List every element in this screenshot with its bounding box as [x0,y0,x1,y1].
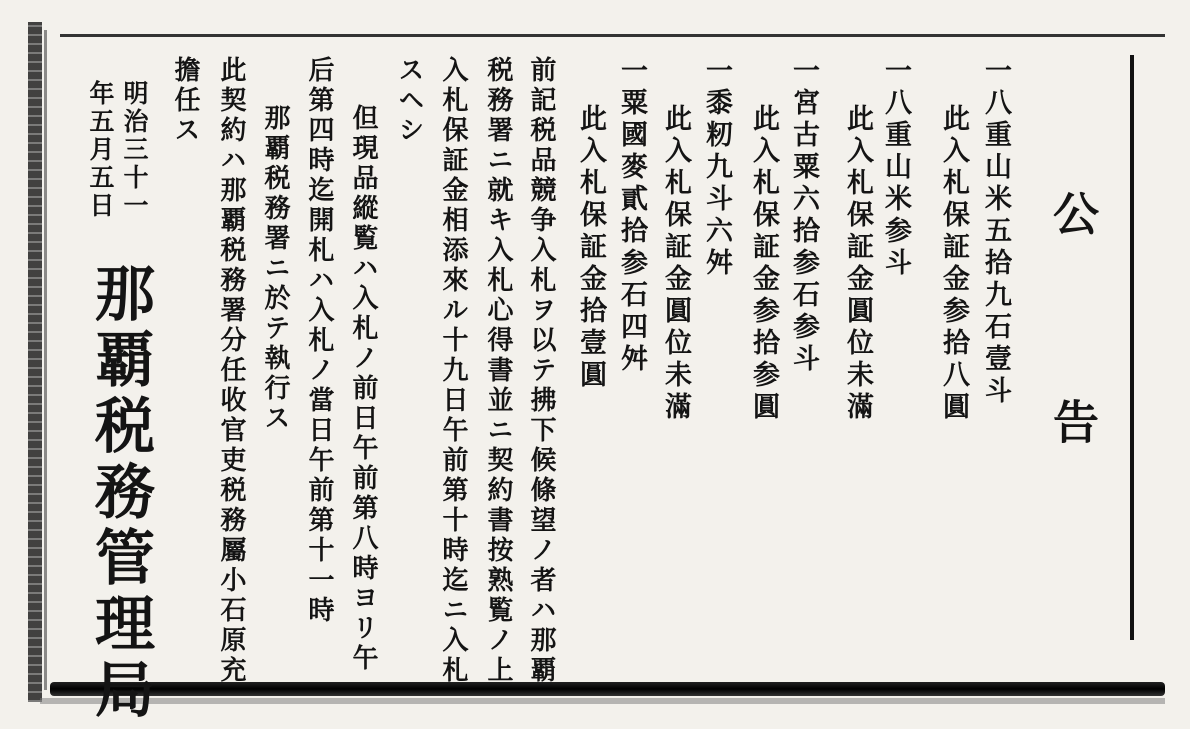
page-edge-line [44,30,47,690]
notice-title-char-2: 告 [1046,398,1100,444]
proviso-line-2: 后第四時迄開札ハ入札ノ當日午前第十一時 [304,56,334,626]
item-5: 一粟國麥貳拾参石四舛 [616,56,647,376]
item-4: 一黍籾九斗六舛 [701,56,732,280]
date-line-1: 明治三十一 [120,80,149,220]
proviso-line-3: 那覇税務署ニ於テ執行ス [260,104,290,434]
item-1: 一八重山米五拾九石壹斗 [980,56,1011,408]
contract-line-1: 此契約ハ那覇税務署分任收官吏税務屬小石原充 [216,56,246,686]
bottom-shadow [40,698,1165,704]
issuer-name: 那覇税務管理局 [85,262,155,724]
body-line-3: 入札保証金相添來ル十九日午前第十時迄ニ入札 [438,56,468,686]
item-3-deposit: 此入札保証金参拾参圓 [748,104,779,424]
date-line-2: 年五月五日 [86,80,115,220]
body-line-2: 税務署ニ就キ入札心得書並ニ契約書按熟覧ノ上 [483,56,513,686]
notice-title-char-1: 公 [1046,190,1100,236]
item-3: 一宮古粟六拾参石参斗 [788,56,819,376]
proviso-line-1: 但現品縱覧ハ入札ノ前日午前第八時ヨリ午 [348,104,378,674]
contract-line-2: 擔任ス [170,56,200,146]
right-border-rule [1130,55,1134,640]
item-2: 一八重山米参斗 [880,56,911,280]
top-border-rule [60,34,1165,37]
page-edge-left [28,22,42,702]
item-2-deposit: 此入札保証金圓位未滿 [842,104,873,424]
item-5-deposit: 此入札保証金拾壹圓 [575,104,606,392]
body-line-4: スヘシ [394,56,424,146]
body-line-1: 前記税品競争入札ヲ以テ拂下候條望ノ者ハ那覇 [526,56,556,686]
item-1-deposit: 此入札保証金参拾八圓 [938,104,969,424]
item-4-deposit: 此入札保証金圓位未滿 [660,104,691,424]
